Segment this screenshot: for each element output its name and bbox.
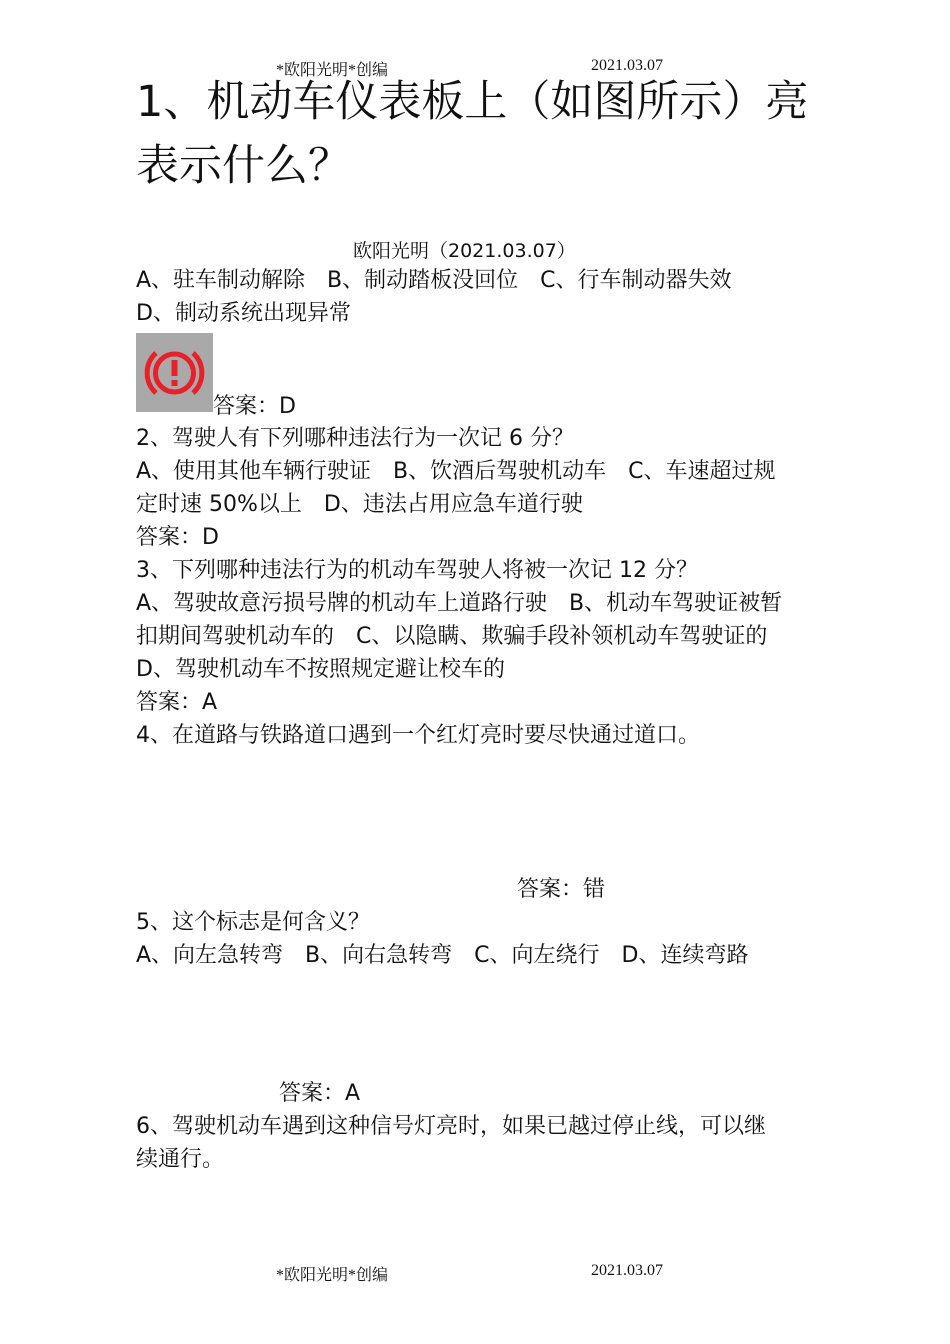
question-5-answer: 答案：A — [279, 1081, 361, 1106]
question-6-text-line-1: 6、驾驶机动车遇到这种信号灯亮时，如果已越过停止线，可以继 — [136, 1114, 766, 1139]
question-4-answer: 答案：错 — [517, 877, 606, 902]
question-4-text: 4、在道路与铁路道口遇到一个红灯亮时要尽快通过道口。 — [136, 723, 700, 748]
header-date: 2021.03.07 — [591, 57, 663, 74]
question-1-answer: 答案：D — [213, 394, 296, 419]
question-3-text: 3、下列哪种违法行为的机动车驾驶人将被一次记 12 分？ — [136, 558, 698, 583]
question-1-title-line-2: 表示什么？ — [136, 141, 351, 191]
question-3-options-line-1: A、驾驶故意污损号牌的机动车上道路行驶 B、机动车驾驶证被暂 — [136, 591, 783, 616]
question-3-answer: 答案：A — [136, 690, 218, 715]
footer-date: 2021.03.07 — [591, 1262, 663, 1279]
question-2-options-line-2: 定时速 50%以上 D、违法占用应急车道行驶 — [136, 492, 583, 517]
question-2-text: 2、驾驶人有下列哪种违法行为一次记 6 分？ — [136, 426, 574, 451]
brake-warning-icon — [136, 333, 213, 412]
question-5-text: 5、这个标志是何含义？ — [136, 910, 370, 935]
question-6-text-line-2: 续通行。 — [136, 1147, 225, 1172]
question-2-answer: 答案：D — [136, 525, 219, 550]
question-2-options-line-1: A、使用其他车辆行驶证 B、饮酒后驾驶机动车 C、车速超过规 — [136, 459, 776, 484]
question-3-options-line-3: D、驾驶机动车不按照规定避让校车的 — [136, 657, 505, 682]
question-1-title-line-1: 1、机动车仪表板上（如图所示）亮 — [136, 77, 809, 127]
header-author: *欧阳光明*创编 — [276, 62, 389, 79]
question-1-options-line-1: A、驻车制动解除 B、制动踏板没回位 C、行车制动器失效 — [136, 268, 732, 293]
question-1-options-line-2: D、制动系统出现异常 — [136, 301, 351, 326]
question-5-options: A、向左急转弯 B、向右急转弯 C、向左绕行 D、连续弯路 — [136, 943, 749, 968]
footer-author: *欧阳光明*创编 — [276, 1267, 389, 1284]
question-3-options-line-2: 扣期间驾驶机动车的 C、以隐瞒、欺骗手段补领机动车驾驶证的 — [136, 624, 768, 649]
author-line: 欧阳光明（2021.03.07） — [353, 240, 576, 262]
